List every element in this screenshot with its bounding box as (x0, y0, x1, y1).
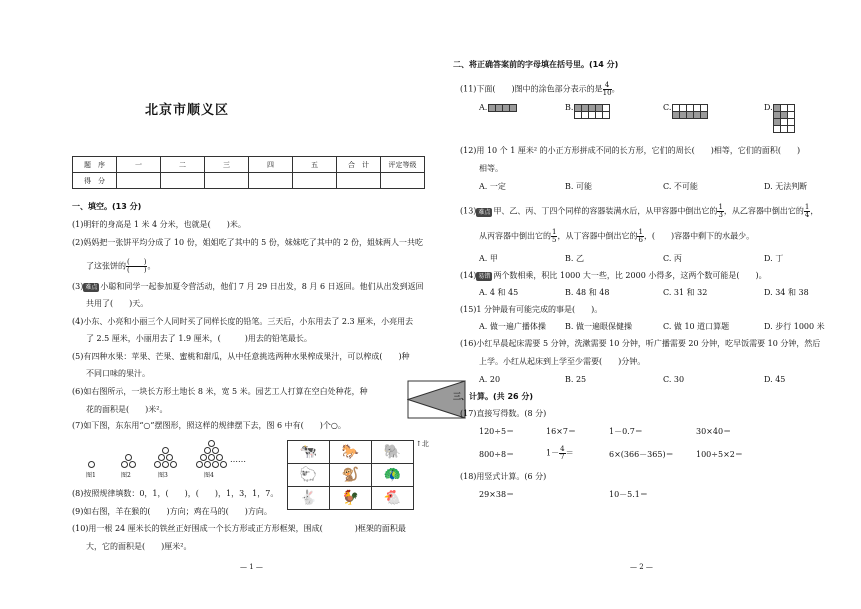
question-10: (10)用一根 24 厘米长的铁丝正好围成一个长方形或正方形框架，围成( )框架的面积最 (72, 524, 406, 533)
rooster-icon: 🐓 (330, 487, 372, 510)
question-4-cont: 了 2.5 厘米，小丽用去了 1.9 厘米，( )用去的铅笔最长。 (86, 334, 312, 343)
calc-item: 1－0.7＝ (609, 427, 643, 436)
question-6-cont: 花的面积是( )米²。 (86, 405, 168, 414)
option-c[interactable]: C. 做 10 道口算题 (663, 322, 730, 331)
score-header: 二 (161, 157, 205, 173)
figure-label: 图2 (121, 472, 131, 479)
question-4: (4)小东、小亮和小丽三个人同时买了同样长度的铅笔。三天后，小东用去了 2.3 厘米，小亮用去 (72, 317, 414, 326)
option-a[interactable]: A. 4 和 45 (479, 288, 519, 297)
score-header: 评定等级 (381, 157, 425, 173)
question-13: (13) 难点 甲、乙、丙、丁四个同样的容器装满水后，从甲容器中倒出它的 $\frac{1}{3}$ ，从乙容器中倒出它的 $\frac{1}{4}$ ， (460, 203, 819, 219)
rabbit-icon: 🐇 (288, 487, 330, 510)
question-15: (15)1 分钟最有可能完成的事是( )。 (460, 305, 603, 314)
question-14-text: 两个数相乘，积比 1000 大一些，比 2000 小得多，这两个数可能是( )。 (493, 271, 767, 280)
question-3-cont: 共用了( )天。 (86, 299, 149, 308)
vertical-calc-item: 29×38＝ (479, 490, 515, 499)
question-13-text: ，从丁容器中倒出它的 (557, 231, 638, 241)
score-cell[interactable] (161, 173, 205, 189)
question-10-cont: 大，它的面积是( )厘米²。 (86, 542, 192, 551)
option-a[interactable]: A. 一定 (479, 182, 506, 191)
option-b[interactable]: B. 48 和 48 (565, 288, 610, 297)
calc-item: 120÷5＝ (479, 427, 515, 436)
question-3-text: 小聪和同学一起参加夏令营活动，他们 7 月 29 日出发，8 月 6 日返回。他们从出发到返回 (100, 282, 424, 291)
option-c[interactable]: C. 30 (663, 375, 685, 384)
section-3-heading: 三、计算。(共 26 分) (453, 392, 534, 401)
score-header: 五 (293, 157, 337, 173)
animal-position-grid (287, 440, 414, 510)
question-17: (17)直接写得数。(8 分) (460, 409, 547, 418)
option-a[interactable]: A. 做一遍广播体操 (479, 322, 546, 331)
option-b[interactable]: B. 25 (565, 375, 587, 384)
calc-item: 6×(366－365)＝ (609, 450, 674, 459)
calc-item: 800÷8＝ (479, 450, 515, 459)
option-d[interactable]: D. 丁 (764, 254, 784, 263)
option-a[interactable]: A. (479, 103, 488, 112)
option-d-figure (773, 104, 795, 133)
score-cell[interactable] (293, 173, 337, 189)
option-a[interactable]: A. 甲 (479, 254, 498, 263)
question-number: (14) (460, 271, 477, 280)
sheep-icon: 🐑 (288, 464, 330, 487)
answer-fraction-blank[interactable]: $\frac{( )}{( )}$ (127, 258, 147, 274)
option-c[interactable]: C. (663, 103, 672, 112)
monkey-icon: 🐒 (330, 464, 372, 487)
question-2: (2)妈妈把一张饼平均分成了 10 份，姐姐吃了其中的 5 份，妹妹吃了其中的 2 份，姐妹两人一共吃 (72, 238, 423, 247)
calc-item: 16×7＝ (546, 427, 576, 436)
score-header: 题 序 (73, 157, 117, 173)
fraction: $\frac{4}{10}$ (602, 81, 612, 97)
horse-icon: 🐎 (330, 441, 372, 464)
option-c[interactable]: C. 丙 (663, 254, 682, 263)
tag-label: 易错 (478, 273, 491, 280)
fraction: $\frac{1}{5}$ (552, 228, 557, 244)
score-row-label: 得 分 (73, 173, 117, 189)
fraction: $\frac{1}{3}$ (718, 203, 723, 219)
question-11: (11)下面( )图中的涂色部分表示的是 $\frac{4}{10}$ 。 (460, 81, 620, 97)
tag-label: 难点 (478, 208, 491, 216)
option-b[interactable]: B. 可能 (565, 182, 592, 191)
score-header: 一 (117, 157, 161, 173)
option-a[interactable]: A. 20 (479, 375, 501, 384)
question-11-text: (11)下面( )图中的涂色部分表示的是 (460, 84, 603, 94)
score-cell[interactable] (205, 173, 249, 189)
option-d[interactable]: D. 34 和 38 (764, 288, 809, 297)
figure-label: 图3 (158, 472, 168, 479)
score-cell[interactable] (337, 173, 381, 189)
north-label: 北 (421, 440, 429, 448)
option-b[interactable]: B. 乙 (565, 254, 584, 263)
question-number: (13) (460, 206, 477, 216)
question-13-text: ，从乙容器中倒出它的 (723, 206, 804, 216)
question-1: (1)明轩的身高是 1 米 4 分米，也就是( )米。 (72, 220, 246, 229)
question-14 (460, 272, 767, 280)
option-c[interactable]: C. 不可能 (663, 182, 698, 191)
vertical-calc-item: 10－5.1＝ (609, 490, 648, 499)
question-number: (3) (72, 282, 84, 291)
option-b[interactable]: B. 做一遍眼保健操 (565, 322, 632, 331)
question-13-text: 从丙容器中倒出它的 (479, 231, 551, 241)
score-header: 合 计 (337, 157, 381, 173)
score-cell[interactable] (249, 173, 293, 189)
option-d[interactable]: D. (764, 103, 773, 112)
peacock-icon: 🦚 (372, 464, 414, 487)
fraction: $\frac{4}{7}$ (560, 445, 565, 461)
question-13-text: 甲、乙、丙、丁四个同样的容器装满水后，从甲容器中倒出它的 (493, 206, 718, 216)
calc-item: 1－ $\frac{4}{7}$ ＝ (546, 445, 574, 461)
option-b-figure (574, 104, 610, 119)
score-cell[interactable] (117, 173, 161, 189)
question-7: (7)如下图，东东用“○”摆图形，照这样的规律摆下去，图 6 中有( )个○。 (72, 421, 346, 430)
page-number: — 2 — (630, 563, 653, 571)
option-d[interactable]: D. 无法判断 (764, 182, 808, 191)
option-b[interactable]: B. (565, 103, 574, 112)
option-d[interactable]: D. 45 (764, 375, 786, 384)
score-cell[interactable] (381, 173, 425, 189)
option-a-figure (488, 104, 517, 112)
fraction: $\frac{1}{4}$ (804, 203, 810, 219)
elephant-icon: 🐘 (372, 441, 414, 464)
score-header: 三 (205, 157, 249, 173)
chicken-icon: 🐔 (372, 487, 414, 510)
calc-item: 100÷5×2＝ (696, 450, 743, 459)
question-16-cont: 上学。小红从起床到上学至少需要( )分钟。 (479, 357, 646, 366)
figure-label: 图1 (86, 472, 96, 479)
question-6: (6)如右图所示，一块长方形土地长 8 米，宽 5 米。园艺工人打算在空白处种花，种 (72, 387, 368, 396)
north-arrow: ↑北 (416, 440, 429, 448)
fraction: $\frac{1}{6}$ (638, 228, 643, 244)
question-16: (16)小红早晨起床需要 5 分钟，洗漱需要 10 分钟，听广播需要 20 分钟，吃早饭需要 10 分钟，然后 (460, 339, 821, 348)
option-c[interactable]: C. 31 和 32 (663, 288, 708, 297)
cow-icon: 🐄 (288, 441, 330, 464)
question-3 (72, 283, 424, 291)
question-2-cont: 了这张饼的 $\frac{( )}{( )}$ 。 (86, 258, 156, 274)
question-9: (9)如右图，羊在猴的( )方向；鸡在马的( )方向。 (72, 507, 272, 516)
page-number: — 1 — (240, 563, 263, 571)
question-8: (8)按照规律填数：0，1，( )，( )，1，3，1，7。 (72, 489, 279, 498)
question-13-text: ，( )容器中剩下的水最少。 (643, 231, 755, 241)
tag-label: 难点 (85, 284, 98, 291)
question-18: (18)用竖式计算。(6 分) (460, 472, 547, 481)
option-d[interactable]: D. 步行 1000 米 (764, 322, 825, 331)
question-5: (5)有四种水果：苹果、芒果、蜜桃和甜瓜，从中任意挑选两种水果榨成果汁，可以榨成( )种 (72, 352, 410, 361)
figure-label: 图4 (204, 472, 214, 479)
question-12-cont: 相等。 (479, 164, 503, 173)
question-12: (12)用 10 个 1 厘米² 的小正方形拼成不同的长方形，它们的周长( )相等，它们的面积( ) (460, 146, 801, 155)
question-13-cont (479, 229, 754, 244)
score-header: 四 (249, 157, 293, 173)
score-table (72, 156, 425, 189)
section-2-heading: 二、将正确答案前的字母填在括号里。(14 分) (453, 60, 619, 69)
section-1-heading: 一、填空。(13 分) (72, 202, 142, 211)
calc-item: 30×40＝ (696, 427, 732, 436)
question-2-text: 了这张饼的 (86, 261, 126, 271)
ellipsis: …… (230, 455, 246, 464)
question-5-cont: 不同口味的果汁。 (86, 369, 150, 378)
option-c-figure (672, 104, 708, 119)
page-title: 北京市顺义区 (145, 103, 230, 118)
